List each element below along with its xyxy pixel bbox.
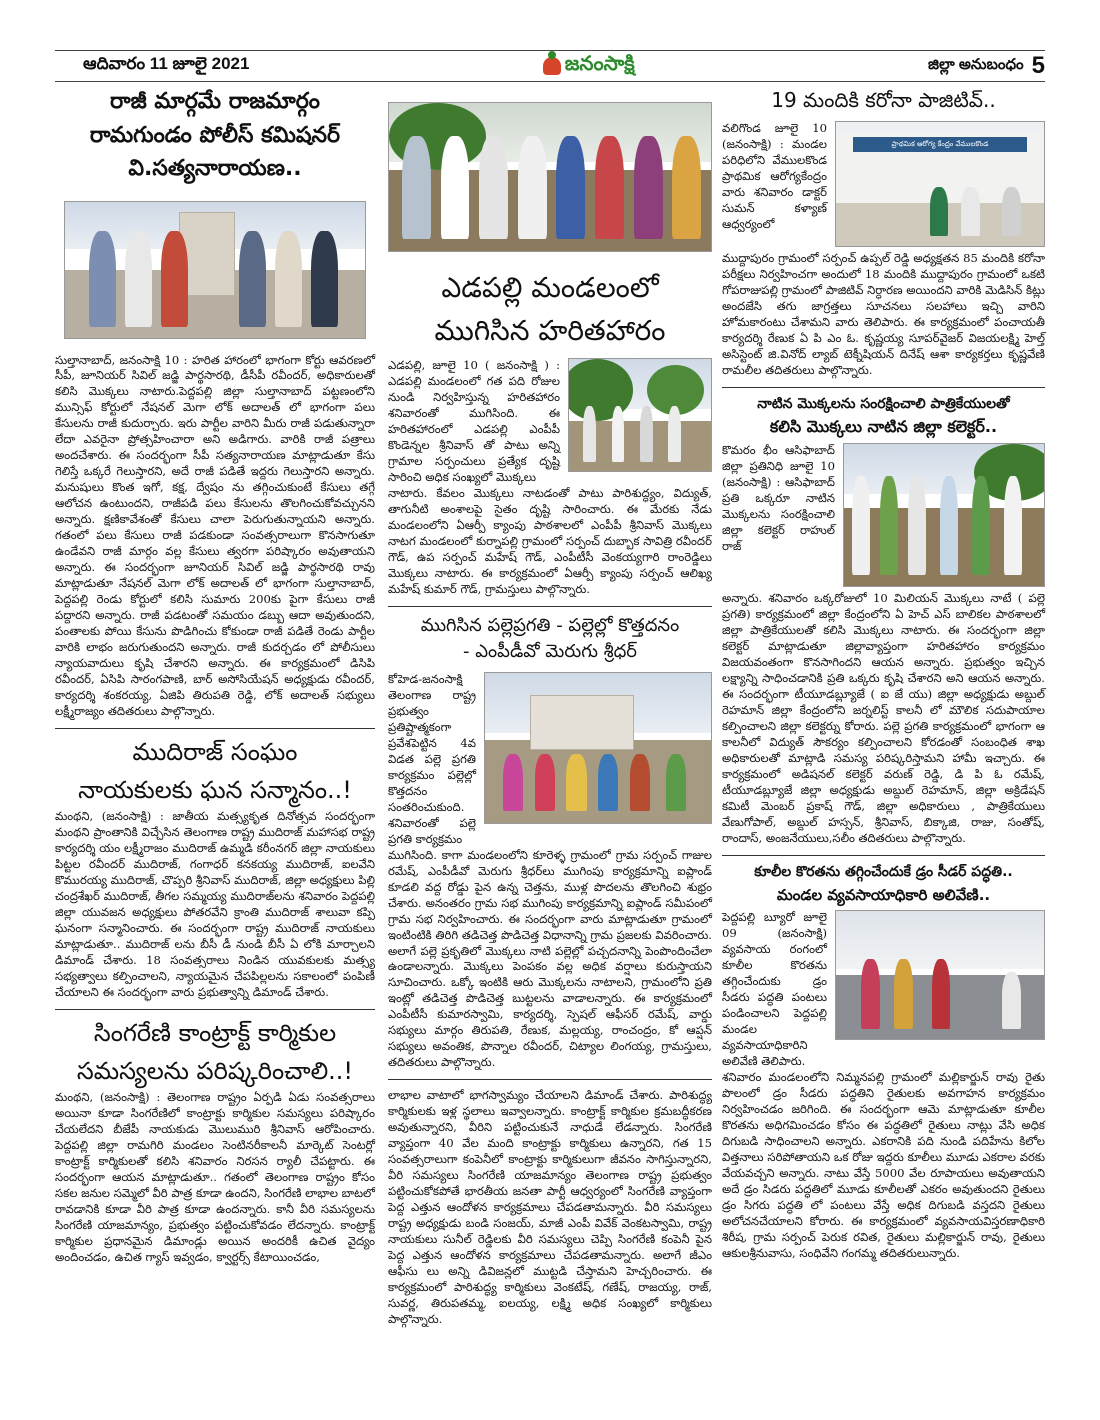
article-body: అన్నారు. శనివారం ఒక్కరోజులో 10 మిలియన్ మొక్కలు నాటే ( పల్లె ప్రగతి) కార్యక్రమంలో జిల్లా కేంద్రంలోని ఏ హెచ్ ఎస్ బాలికల పాఠశాలలో జిల్లా పాత్రికేయులతో కలిసి మొక్కలు నాటారు. ఈ సందర్భంగా జిల్లా కలెక్టర్ మాట్లాడుతూ జిల్లావ్యాప్తంగా హరితహారం కార్యక్రమం విజయవంతంగా కొనసాగిందని ఆయన అన్నారు. ప్రభుత్వం ఇచ్చిన లక్ష్యాన్ని సాధించడానికి ప్రతి ఒక్కరు కృషి చేశారని అని ఆయన అన్నారు. ఈ సందర్భంగా టీయూడబ్ల్యూజే ( ఐ జే యు) జిల్లా అధ్యక్షుడు అబ్దుల్ రెహమాన్ జిల్లా కేంద్రంలోని జర్నలిస్ట్ కాలనీ లో మౌలిక సదుపాయాల కల్పించాలని జిల్లా కలెక్టర్ను కోరారు. పల్లె ప్రగతి కార్యక్రమంలో భాగంగా ఆ కాలనీలో విద్యుత్ సౌకర్యం కల్పించాలని కోరడంతో సంబంధిత శాఖ అధికారులతో మాట్లాడి సమస్య పరిష్కరిస్తామని హామీ ఇచ్చారు. ఈ కార్యక్రమంలో అడిషనల్ కలెక్టర్ వరుణ్ రెడ్డి, డి పి ఓ రమేష్, టీయూడబ్ల్యూజే జిల్లా అధ్యక్షుడు అబ్దుల్ రెహమాన్, జిల్లా అక్రిడేషన్ కమిటీ మెంబర్ ప్రకాష్ గౌడ్, జిల్లా అధికారులు , పాత్రికేయులు వేణుగోపాల్, అబ్దుల్ హస్సన్, శ్రీనివాస్, బిక్కాజి, రాజు, సంతోష్, రాందాస్, అంజనేయులు,సలీం తదితరులు పాల్గొన్నారు. xyxy=(722,591,1045,846)
headline-line: మండల వ్యవసాయాధికారి అలివేణి.. xyxy=(776,885,991,904)
headline-line: - ఎంపీడీవో మెరుగు శ్రీధర్ xyxy=(463,641,637,663)
article-mudiraj xyxy=(55,737,375,1001)
article-singareni xyxy=(55,1018,375,1266)
masthead-logo xyxy=(543,53,635,80)
column-left xyxy=(55,88,375,1266)
article-body: మంథని, (జనంసాక్షి) : తెలంగాణ రాష్ట్రం ఏర్పడి ఏడు సంవత్సరాలు అయినా కూడా సింగరేణిలో కాంట్రాక్టు కార్మికుల సమస్యలు పరిష్కారం చేయలేదని బీజేపీ నాయకుడు మొలుమురి శ్రీనివాస్ ఆరోపించారు. పెద్దపల్లి జిల్లా రామగిరి మండలం సెంటినరీకాలనీ మార్కెట్ సెంటర్లో కాంట్రాక్ట్ కార్మికులతో కలిసి శనివారం నిరసన ర్యాలీ చేపట్టారు. ఈ సందర్భంగా ఆయన మాట్లాడుతూ.. గతంలో తెలంగాణ రాష్ట్రం కోసం సకల జనుల సమ్మెలో వీరి పాత్ర కూడా ఉందని, సింగరేణి లాభాల బాటలో రావడానికి కూడా వీరి పాత్ర కూడా ఉందన్నారు. కానీ వీరి సమస్యలను సింగరేణి యాజమాన్యం, ప్రభుత్వం పట్టించుకోవడం లేదన్నారు. కాంట్రాక్ట్ కార్మికుల ప్రధానమైన డిమాండ్లు అయిన అందరికీ ఉచిత వైద్యం అందించడం, ఉచిత గ్యాస్ ఇవ్వడం, క్వార్టర్స్ కేటాయించడం, xyxy=(55,1089,375,1264)
article-collector xyxy=(722,396,1045,847)
article-body: ముద్దాపురం గ్రామంలో సర్పంచ్ ఉప్పల్ రెడ్డి అధ్యక్షతన 85 మందికి కరోనా పరీక్షలు నిర్వహించగా అందులో 18 మందికి ముద్దాపురం గ్రామంలో ఒకటి గోపరాజుపల్లి గ్రామంలో పాజిటివ్ నిర్ధారణ అయిందని వారికి మెడిసిన్ కిట్లు అందజేసి తగు జాగ్రత్తలు సూచనలు సలహాలు ఇచ్చి వారిని హోమకారంటు చేశామని వారు తెలిపారు. ఈ కార్యక్రమంలో పంచాయతీ కార్యదర్శి రేణుక ఏ పి ఎం ఓ. కృష్ణయ్య సూపర్‌వైజర్ విజయలక్ష్మి హెల్త్ అసిస్టెంట్ జి.వినోద్ ల్యాబ్ టెక్నీషియన్ దినేష్ ఆశా కార్యకర్తలు కృష్ణవేణి రామలీల తదితరులు పాల్గొన్నారు. xyxy=(722,251,1045,377)
article-body: నాటారు. కేవలం మొక్కలు నాటడంతో పాటు పారిశుద్ధ్యం, విద్యుత్, తాగునీటి అంశాలపై సైతం దృష్టి సారించారు. ఈ మేరకు నేడు మండలంలోని ఏఆర్పీ క్యాంపు పాఠశాలలో ఎంపీపీ శ్రీనివాస్ మొక్కలు నాటగ మండలంలో కుర్నాపల్లి గ్రామంలో సర్పంచ్ దుబ్బాక సావిత్రి రవీందర్ గౌడ్, ఉప సర్పంచ్ మహేష్ గౌడ్, ఎంపీటీసీ వెంకయ్యగారి రాంరెడ్డిలు మొక్కలు నాటారు. ఈ కార్యక్రమంలో ఏఆర్పీ క్యాంపు సర్పంచ్ ఆలిఖ్య మహేష్ కుమార్ గౌడ్, గ్రామస్తులు పాల్గొన్నారు. xyxy=(388,485,712,596)
article-body: వలిగొండ జూలై 10 (జనంసాక్షి) : మండల పరిధిలోని వేములకొండ ప్రాథమిక ఆరోగ్యకేంద్రం వారు శనివారం డాక్టర్ సుమన్ కళ్యాణ్ ఆధ్వర్యంలో xyxy=(722,121,827,231)
divider xyxy=(388,1079,712,1080)
article-body: పెద్దపల్లి బ్యూరో జూలై 09 (జనంసాక్షి) వ్యవసాయ రంగంలో కూలీల కొరతను తగ్గించేందుకు డ్రం సీడరు పద్ధతి పంటలు పండించాలని పెద్దపల్లి మండల వ్యవసాయాధికారిని అలివేణి తెలిపారు. xyxy=(722,910,827,1069)
lok-adalat-photo xyxy=(64,201,366,339)
headline-line: ముగిసిన హరితహారం xyxy=(434,314,666,347)
health-centre-photo xyxy=(835,121,1045,247)
issue-date: ఆదివారం 11 జూలై 2021 xyxy=(83,54,250,73)
article-palle-pragathi xyxy=(388,615,712,1072)
edapalli-photo xyxy=(568,358,712,472)
divider xyxy=(55,1009,375,1010)
logo-text: జనంసాక్షి xyxy=(564,52,635,75)
headline-line: రామగుండం పోలీస్ కమిషనర్ xyxy=(89,122,341,148)
headline-line: ముగిసిన పల్లెప్రగతి - పల్లెల్లో కొత్తదనం xyxy=(420,614,680,636)
palle-pragathi-photo xyxy=(484,672,712,824)
article-body-continued: లాభాల వాటాలో భాగస్వామ్యం చేయాలని డిమాండ్ చేశారు. పారిశుద్ధ్య కార్మికులకు ఇళ్ల స్థలాలు ఇవ్వాలన్నారు. కాంట్రాక్ట్ కార్మికుల క్రమబద్ధీకరణ అవుతున్నారని, వీరిని పట్టించుకునే నాధుడే లేడన్నారు. సింగరేణి వ్యాప్తంగా 40 వేల మంది కాంట్రాక్టు కార్మికులు ఉన్నారని, గత 15 సంవత్సరాలుగా కంపెనీలో కాంట్రాక్టు కార్మికులుగా జీవనం సాగిస్తున్నారని, వీరి సమస్యలు సింగరేణి యాజమాన్యం తెలంగాణ రాష్ట్ర ప్రభుత్వం పట్టించుకోకపోతే భారతీయ జనతా పార్టీ ఆధ్వర్యంలో సింగరేణి వ్యాప్తంగా పెద్ద ఎత్తున ఆందోళన కార్యక్రమాలు చేపడతామన్నారు. వీరి సమస్యలు రాష్ట్ర అధ్యక్షుడు బండి సంజయ్, మాజీ ఎంపీ వివేక్ వెంకటస్వామి, రాష్ట్ర నాయకులు సునీల్ రెడ్డిలకు వీరి సమస్యలు చెప్పి సింగరేణి కంపెనీ పైన పెద్ద ఎత్తున ఆందోళన కార్యక్రమాలు చేపడతామన్నారు. అలాగే జీఎం ఆఫీసు లు అన్ని డివిజన్లలో ముట్టడి చేస్తామని హెచ్చరించారు. ఈ కార్యక్రమంలో పారిశుద్ధ్య కార్మికులు వెంకటేష్, గణేష్, రాజయ్య, రాజ్, సువర్ణ, తిరుపతమ్మ, ఐలయ్య, లక్ష్మి అధిక సంఖ్యలో కార్మికులు పాల్గొన్నారు. xyxy=(388,1088,712,1327)
article-corona xyxy=(722,88,1045,379)
headline-line: వి.సత్యనారాయణ.. xyxy=(128,156,302,181)
divider xyxy=(722,387,1045,388)
column-middle xyxy=(388,88,712,1328)
haritha-haram-photo xyxy=(388,102,712,252)
article-lok-adalat xyxy=(55,88,375,720)
headline-line: నాటిన మొక్కలను సంరక్షించాలి పాత్రికేయులతో xyxy=(757,395,1010,412)
headline-line: 19 మందికి కరోనా పాజిటివ్.. xyxy=(771,88,996,112)
section-label xyxy=(928,52,1045,80)
health-centre-sign: ప్రాథమిక ఆరోగ్య కేంద్రం వేములకొండ xyxy=(853,137,1028,152)
section-name: జిల్లా అనుబంధం xyxy=(928,55,1024,73)
article-body: కొమరం భీం ఆసిఫాబాద్ జిల్లా ప్రతినిధి జూలై 10 (జనంసాక్షి) : ఆసిఫాబాద్ ప్రతి ఒక్కరూ నాటిన మొక్కలను సంరక్షించాలి జిల్లా కలెక్టర్ రాహుల్ రాజ్ xyxy=(722,443,835,554)
headline-line: ఎడపల్లి మండలంలో xyxy=(441,271,659,304)
article-body: సుల్తానాబాద్, జనంసాక్షి 10 : హరిత హారంలో భాగంగా కోర్టు ఆవరణలో సీపీ, జూనియర్ సివిల్ జడ్జి పార్థసారథి, డీసీపీ రవీందర్, అధికారులతో కలిసి మొక్కలు నాటారు.పెద్దపల్లి జిల్లా సుల్తానాబాద్ పట్టణంలోని మున్సిఫ్ కోర్టులో నేషనల్ మెగా లోక్ అదాలత్ లో భాగంగా పలు కేసులను రాజీ కుదుర్చారు. ఇరు పార్టీల వారిని మీరు రాజీ పడుతున్నారా లేదా ఎవరైనా ప్రోత్సహించారా అని అడిగారు. వారికి రాజీ పత్రాలు అందచేశారు. ఈ సందర్భంగా సీపీ సత్యనారాయణ మాట్లాడుతూ కేసు గెలిస్తే ఒక్కరే గెలుస్తారని, అదే రాజీ పడితే ఇద్దరు గెలుస్తారని అన్నారు. మనుషులు కొంత ఇగో, కక్ష, ద్వేషం ను తగ్గించుకుంటే కేసులు తగ్గే ఆలోచన ఉంటుందని, రాజీపడి పలు కేసులను తొలగించుకోవచ్చునని అన్నారు. క్షణికావేశంతో కేసులు చాలా పెరుగుతున్నాయని అన్నారు. గతంలో పలు కేసులు రాజీ పడకుండా సంవత్సరాలుగా కొనసాగుతూ ఉండేవని రాజీ మార్గం వల్ల కేసులు త్వరగా పరిష్కారం అవుతాయని అన్నారు. ఈ సందర్భంగా జూనియర్ సివిల్ జడ్జి పార్థసారథి రావు మాట్లాడుతూ నేషనల్ మెగా లోక్ అదాలత్ లో భాగంగా సుల్తానాబాద్, పెద్దపల్లి రెండు కోర్టులో కలిసి సుమారు 200కు పైగా కేసులు రాజీ పద్దారని అన్నారు. రాజీ పడటంతో సమయం డబ్బు ఆదా అవుతుందని, పంతాలకు పోయి కేసును పొడిగించు కోకుండా రాజీ పడితే రెండు పార్టీల వారికి లాభం జరుగుతుందని అన్నారు. రాజీ కుదర్చడం లో పోలీసులు న్యాయవాదులు కృషి చేశారని అన్నారు. ఈ కార్యక్రమంలో డిసిపి రవీందర్, ఏసిపి సారంగపాణి, బార్ అసోసియేషన్ అధ్యక్షుడు రవీందర్, కార్యదర్శి శంకరయ్య, ఏజిపి తిరుపతి రెడ్డి, లోక్ అదాలత్ సభ్యులు లక్ష్మీరాజ్యం తదితరులు పాల్గొన్నారు. xyxy=(55,352,375,719)
collector-photo xyxy=(843,443,1045,587)
divider xyxy=(55,728,375,729)
article-drum-seeder xyxy=(722,864,1045,1262)
headline-line: ముదిరాజ్ సంఘం xyxy=(132,738,298,767)
article-body: శనివారం మండలంలోని నిమ్మనపల్లి గ్రామంలో మల్లికార్జున్ రావు రైతు పొలంలో డ్రం సీడరు పద్ధతిని రైతులకు అవగాహన కార్యక్రమం నిర్వహించడం జరిగింది. ఈ సందర్భంగా ఆమె మాట్లాడుతూ కూలీల కొరతను అధిగమించడం కోసం ఈ పద్ధతిలో రైతులు నాట్లు వేసి అధిక దిగుబడి సాధించాలని అన్నారు. ఎకరానికి పది నుండి పదిహేను కిలోల విత్తనాలు సరిపోతాయని ఒక రోజు ఇద్దరు కూలీలు మూడు ఎకరాల వరకు వేయవచ్చని అన్నారు. నాటు వేస్తే 5000 వేల రూపాయలు అవుతాయని అదే డ్రం సిడరు పద్ధతిలో మూడు కూలీలతో ఎకరం అవుతుందని రైతులు డ్రం సిగరు పద్ధతి లో పంటలు వేస్తే అధిక దిగుబడి వస్తదని రైతులు అలోచనచేయాలని కోరారు. ఈ కార్యక్రమంలో వ్యవసాయవిస్తరణాధికారి శిరీష, గ్రామ సర్పంచ్ పెరుక రవిత, రైతులు మల్లికార్జున్ రావు, రైతులు ఆకులశ్రీనువాసు, సంధివేని గంగమ్మ తదితరులున్నారు. xyxy=(722,1070,1045,1261)
article-body: ఎడపల్లి, జూలై 10 ( జనంసాక్షి ) : ఎడపల్లి మండలంలో గత పది రోజుల నుండి నిర్వహిస్తున్న హరితహారం శనివారంతో ముగిసింది. ఈ హరితహారంలో ఎడపల్లి ఎంపీపీ కొండెన్నల శ్రీనివాస్ తో పాటు అన్ని గ్రామాల సర్పంచులు ప్రత్యేక దృష్టి సారించి అధిక సంఖ్యలో మొక్కలు xyxy=(388,358,560,484)
page-header xyxy=(55,50,1045,82)
divider xyxy=(722,855,1045,856)
headline-line: రాజీ మార్గమే రాజమార్గం xyxy=(110,89,320,114)
column-right xyxy=(722,88,1045,1262)
drum-seeder-photo xyxy=(835,910,1045,1040)
logo-icon xyxy=(543,57,561,75)
page-number: 5 xyxy=(1031,52,1045,79)
article-body: కోహెడ-జనంసాక్షి తెలంగాణ రాష్ట్ర ప్రభుత్వం ప్రతిష్టాత్మకంగా ప్రవేశపెట్టిన 4వ విడత పల్లె ప్రగతి కార్యక్రమం పల్లెల్లో కొత్తదనం సంతరించుకుంది. శనివారంతో పల్లె ప్రగతి కార్యక్రమం xyxy=(388,671,476,846)
article-edapalli xyxy=(388,270,712,598)
headline-line: కలిసి మొక్కలు నాటిన జిల్లా కలెక్టర్.. xyxy=(769,417,998,437)
headline-line: సమస్యలను పరిష్కరించాలి..! xyxy=(76,1056,354,1085)
article-body: ముగిసింది. కాగా మండలంలోని కూరెళ్ళ గ్రామంలో గ్రామ సర్పంచ్ గాజుల రమేష్, ఎంపీడీవో మెరుగు శ్రీధర్‌లు ముగింపు కార్యక్రమాన్ని ఐప్లాండ్ కూడలి వద్ద రోడ్డు పైన ఉన్న చెత్తను, ముళ్ల పొదలను తొలగించి శుభ్రం చేశారు. అనంతరం గ్రామ సభ ముగింపు కార్యక్రమాన్ని ఐప్లాండ్ సమీపంలో గ్రామ సభ నిర్వహించారు. ఈ సందర్భంగా వారు మాట్లాడుతూ గ్రామంలో ఇంటింటికి తిరిగి తడిచెత్త పొడిచెత్త విధానాన్ని గ్రామ ప్రజలకు వివరించారు. అలాగే పల్లె ప్రకృతిలో మొక్కలు నాటి పల్లెల్లో పచ్చదనాన్ని పెంపొందించేలా ఉండాలన్నారు. మొక్కలు పెంపకం వల్ల అధిక వర్షాలు కురుస్తాయని సూచించారు. ఒక్కో ఇంటికి ఆరు మొక్కలను నాటాలని, గ్రామంలోని ప్రతి ఇంట్లో తడిచెత్త పొడిచెత్త బుట్టలను వాడాలన్నారు. ఈ కార్యక్రమంలో ఎంపీటీసీ కుమారస్వామి, కార్యదర్శి, స్పెషల్ ఆఫీసర్ రమేష్, వార్డు సభ్యులు మార్గం తిరుపతి, రేణుక, మల్లయ్య, రాంచంద్రం, కో ఆప్షన్ సభ్యులు అవంతిక, పొన్నాల రవీందర్, చిట్యాల లింగయ్య, గ్రామస్తులు, తదితరులు పాల్గొన్నారు. xyxy=(388,847,712,1070)
headline-line: సింగరేణి కాంట్రాక్ట్ కార్మికుల xyxy=(93,1018,337,1047)
article-body: మంథని, (జనంసాక్షి) : జాతీయ మత్స్యకృత దినోత్సవ సందర్భంగా మంథని ప్రాంతానికి విచ్చేసిన తెలంగాణ రాష్ట్ర ముదిరాజ్ మహాసభ రాష్ట్ర కార్యదర్శి యం లక్ష్మీరాజం ముదిరాజ్ ఉమ్మడి కరీంనగర్ జిల్లా నాయకులు పిట్టల రవీందర్ ముదిరాజ్, గంగాధర్ కనకయ్య ముదిరాజ్, ఐలవేని కొమురయ్య ముదిరాజ్, చొప్పరి శ్రీనివాస్ ముదిరాజ్, జిల్లా అధ్యక్షులు పిల్లి చంద్రశేఖర్ ముదిరాజ్, తీగల సమ్మయ్య ముదిరాజ్‌లను శనివారం పెద్దపల్లి జిల్లా యువజన అధ్యక్షులు పోతరవేని క్రాంతి ముదిరాజ్ శాలువా కప్పి ఘనంగా సన్మానించారు. ఈ సందర్భంగా రాష్ట్ర ముదిరాజ్ నాయకులు మాట్లాడుతూ.. ముదిరాజ్ లను బీసీ డీ నుండి బీసీ ఏ లోకి మార్చాలని డిమాండ్ చేశారు. 18 సంవత్సరాలు నిండిన యువకులకు మత్స్య సభ్యత్వాలు కల్పించాలని, న్యాయమైన చేపపిల్లలను సకాలంలో పంపిణీ చేయాలని ఈ సందర్భంగా వారు ప్రభుత్వాన్ని డిమాండ్ చేశారు. xyxy=(55,809,375,999)
headline-line: కూలీల కొరతను తగ్గించేందుకే డ్రం సీడర్ పద్ధతి.. xyxy=(754,864,1013,881)
headline-line: నాయకులకు ఘన సన్మానం..! xyxy=(78,776,352,805)
divider xyxy=(388,606,712,607)
